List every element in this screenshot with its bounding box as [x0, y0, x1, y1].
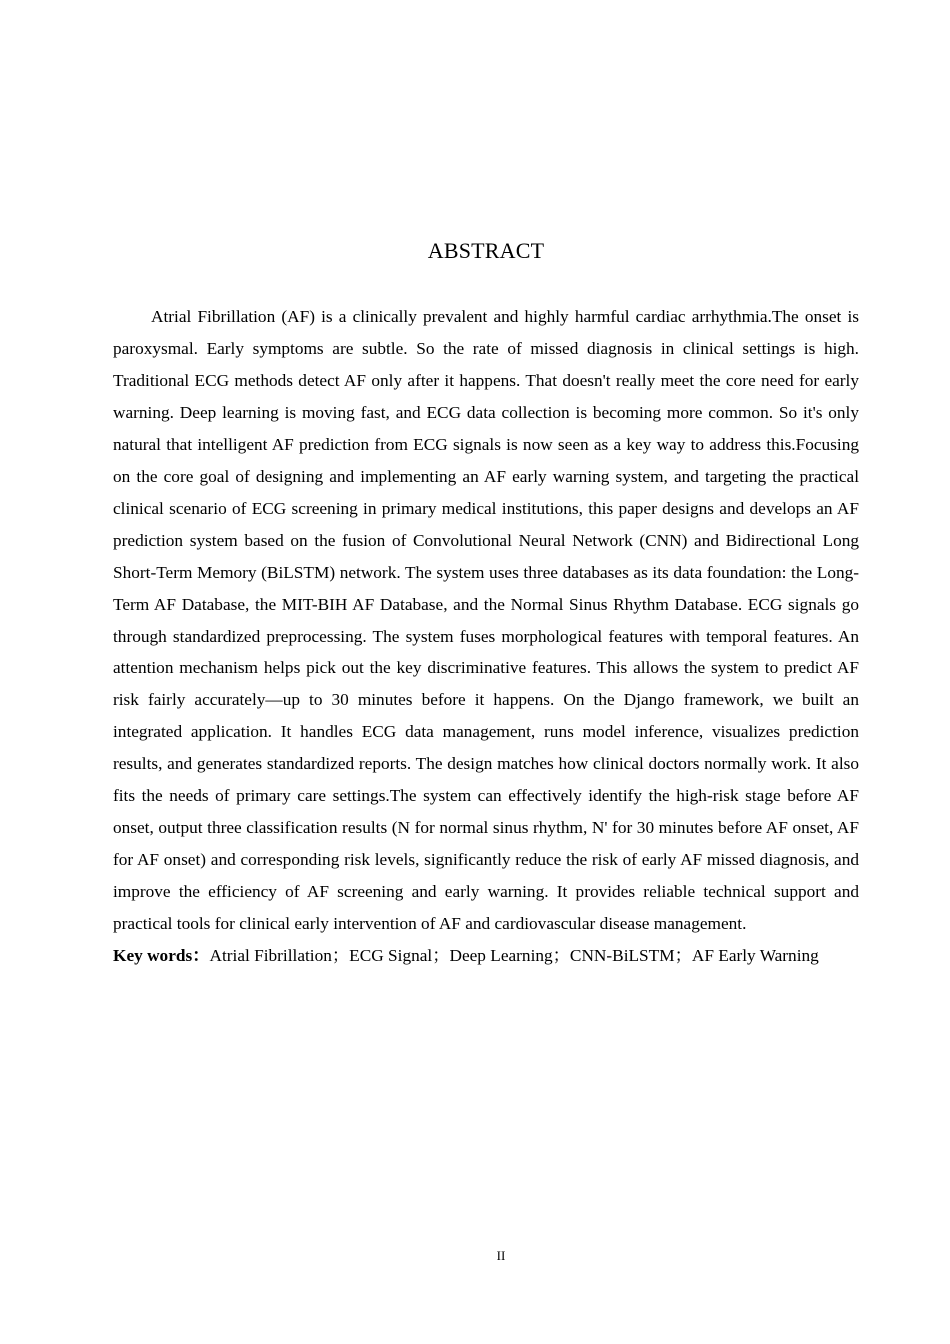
- keywords-label: Key words：: [113, 946, 210, 966]
- page-number: II: [496, 1248, 506, 1263]
- keywords-line: [113, 940, 859, 972]
- abstract-paragraph: Atrial Fibrillation (AF) is a clinically prevalent and highly harmful cardiac arrhythmia.The onset is paroxysmal. Early symptoms are subtle. So the rate of missed diagnosis in clinical settings is high. Traditional ECG methods detect AF only after it happens. That doesn't really meet the core need for early warning. Deep learning is moving fast, and ECG data collection is becoming more common. So it's only natural that intelligent AF prediction from ECG signals is now seen as a key way to address this.Focusing on the core goal of designing and implementing an AF early warning system, and targeting the practical clinical scenario of ECG screening in primary medical institutions, this paper designs and develops an AF prediction system based on the fusion of Convolutional Neural Network (CNN) and Bidirectional Long Short-Term Memory (BiLSTM) network. The system uses three databases as its data foundation: the Long-Term AF Database, the MIT-BIH AF Database, and the Normal Sinus Rhythm Database. ECG signals go through standardized preprocessing. The system fuses morphological features with temporal features. An attention mechanism helps pick out the key discriminative features. This allows the system to predict AF risk fairly accurately—up to 30 minutes before it happens. On the Django framework, we built an integrated application. It handles ECG data management, runs model inference, visualizes prediction results, and generates standardized reports. The design matches how clinical doctors normally work. It also fits the needs of primary care settings.The system can effectively identify the high-risk stage before AF onset, output three classification results (N for normal sinus rhythm, N' for 30 minutes before AF onset, AF for AF onset) and corresponding risk levels, significantly reduce the risk of early AF missed diagnosis, and improve the efficiency of AF screening and early warning. It provides reliable technical support and practical tools for clinical early intervention of AF and cardiovascular disease management.: [113, 307, 859, 934]
- abstract-title: ABSTRACT: [427, 238, 545, 263]
- keywords-text: Atrial Fibrillation；ECG Signal；Deep Learning；CNN-BiLSTM；AF Early Warning: [209, 946, 819, 966]
- abstract-body: [113, 301, 859, 972]
